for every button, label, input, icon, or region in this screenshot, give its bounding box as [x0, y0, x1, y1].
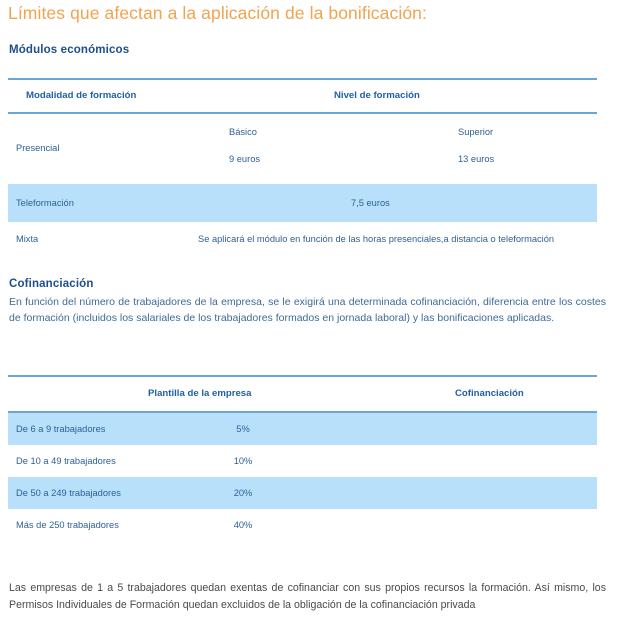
cell-plantilla: De 10 a 49 trabajadores	[16, 455, 116, 466]
table-row	[8, 222, 597, 256]
table-row	[8, 413, 597, 445]
table-row	[8, 509, 597, 541]
cell-plantilla: De 6 a 9 trabajadores	[16, 423, 106, 434]
table-row	[8, 477, 597, 509]
section-heading-cofinanciacion: Cofinanciación	[9, 278, 94, 290]
table-row	[8, 114, 597, 184]
cell-cofinanciacion-pct: 40%	[233, 519, 253, 530]
cell-plantilla: Más de 250 trabajadores	[16, 519, 119, 530]
cell-nivel-superior-value: 13 euros	[458, 153, 495, 164]
cell-valor-mixta: Se aplicará el módulo en función de las horas presenciales,a distancia o teleformación	[198, 233, 555, 244]
cell-nivel-basico-value: 9 euros	[229, 153, 261, 164]
table-modulos-economicos	[8, 78, 597, 256]
cell-nivel-superior-label: Superior	[458, 126, 494, 137]
cell-nivel-basico-label: Básico	[229, 126, 257, 137]
column-header-cofinanciacion: Cofinanciación	[455, 388, 524, 399]
cell-cofinanciacion-pct: 10%	[233, 455, 253, 466]
table-header-row	[8, 377, 597, 411]
table-cofinanciacion	[8, 375, 597, 541]
table-row	[8, 184, 597, 222]
column-header-plantilla-de-la-empresa: Plantilla de la empresa	[148, 388, 252, 399]
cell-modalidad-teleformacion: Teleformación	[16, 197, 74, 208]
cell-plantilla: De 50 a 249 trabajadores	[16, 487, 121, 498]
cell-cofinanciacion-pct: 20%	[233, 487, 253, 498]
cell-modalidad-presencial: Presencial	[16, 142, 60, 153]
cell-valor-teleformacion: 7,5 euros	[351, 197, 390, 208]
column-header-modalidad-de-formacion: Modalidad de formación	[26, 90, 137, 101]
table-header-row	[8, 80, 597, 112]
table-row	[8, 445, 597, 477]
page-title: Límites que afectan a la aplicación de la bonificación:	[8, 3, 427, 23]
column-header-nivel-de-formacion: Nivel de formación	[334, 90, 420, 101]
closing-paragraph: Las empresas de 1 a 5 trabajadores quedan exentas de cofinanciar con sus propios recursos la formación. Así mismo, los Permisos Individuales de Formación quedan excluidos de la obligación de la cofinanciación privada	[9, 582, 606, 611]
cell-modalidad-mixta: Mixta	[16, 233, 39, 244]
cofinanciacion-intro-paragraph: En función del número de trabajadores de la empresa, se le exigirá una determinada cofinanciación, diferencia entre los costes de formación (incluidos los salariales de los trabajadores formados en jornada laboral) y las bonificaciones aplicadas.	[9, 296, 606, 324]
cell-cofinanciacion-pct: 5%	[236, 423, 250, 434]
section-heading-modulos-economicos: Módulos económicos	[9, 44, 130, 56]
